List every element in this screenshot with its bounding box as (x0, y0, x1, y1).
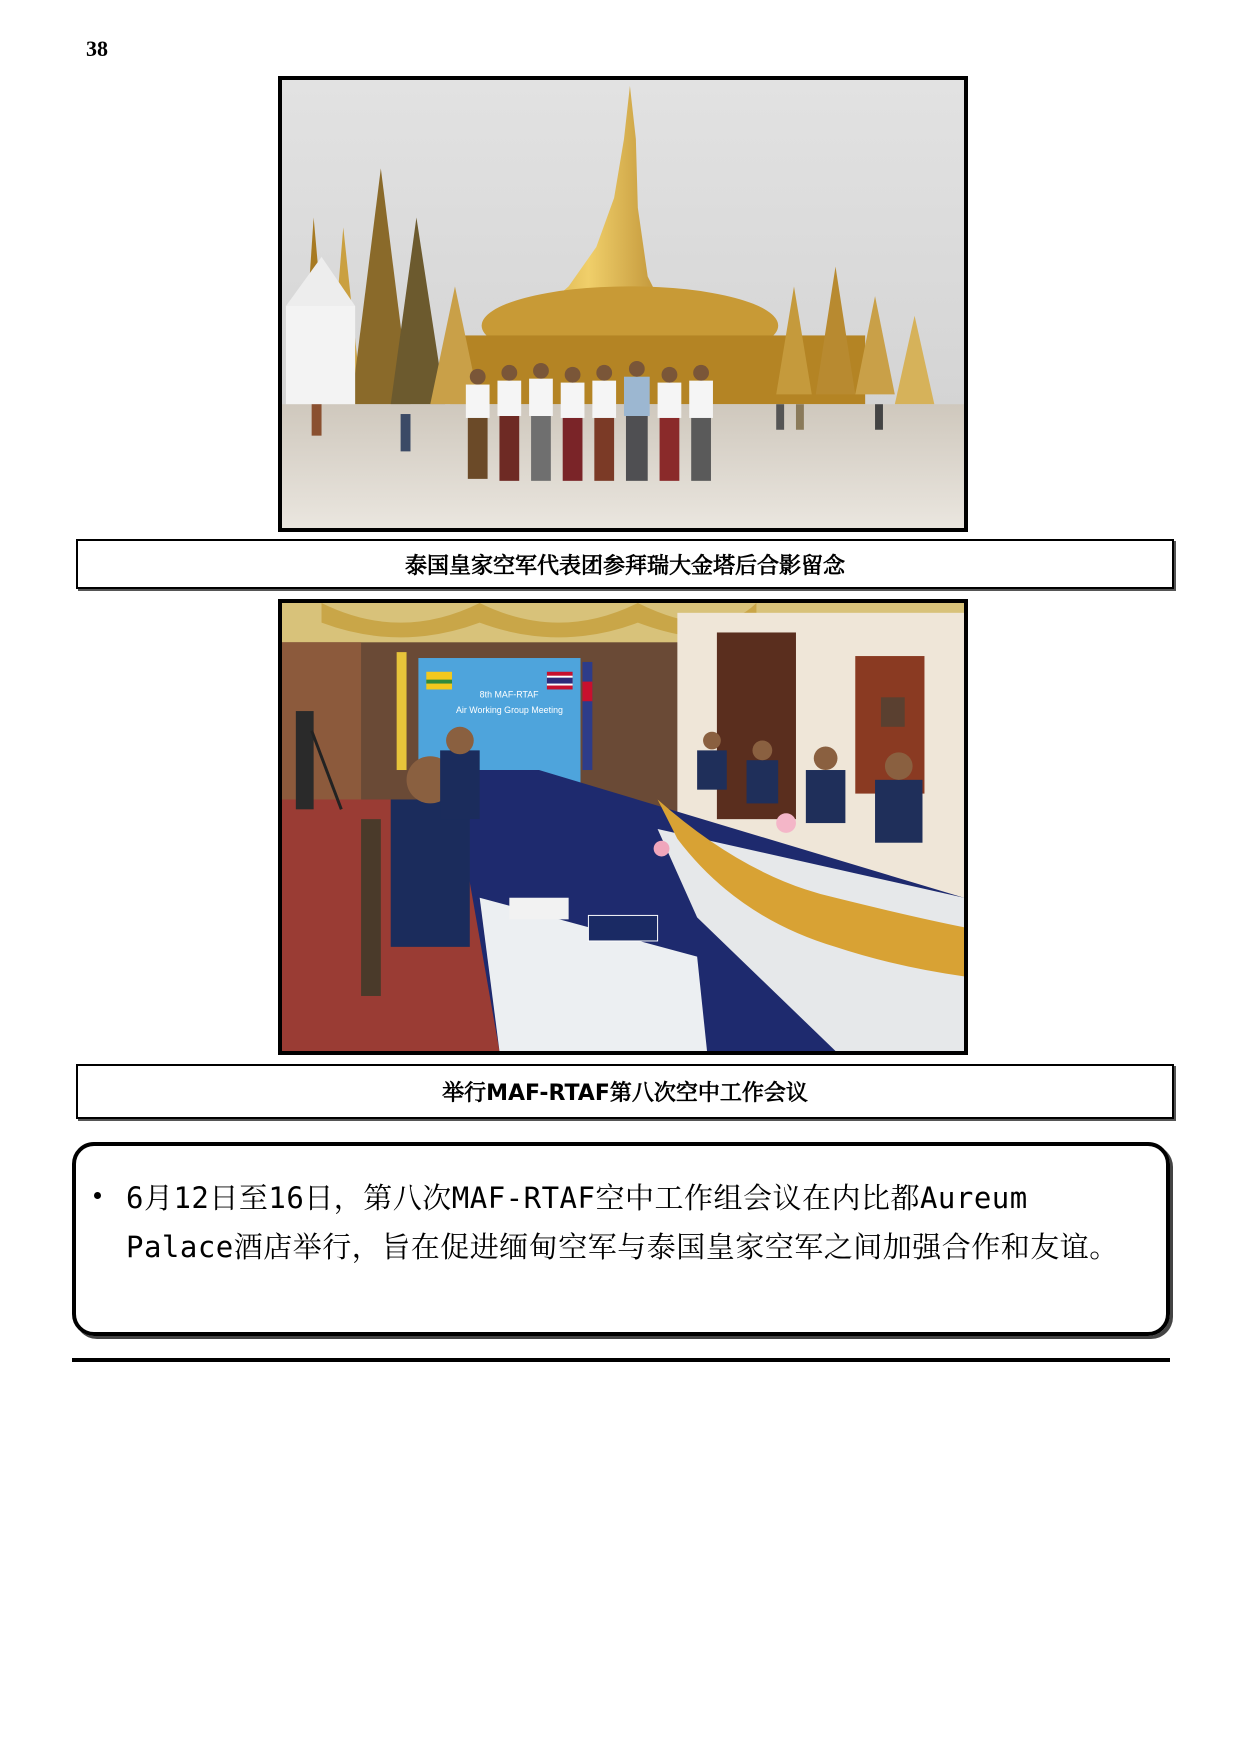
screen-subtitle: Air Working Group Meeting (455, 705, 563, 716)
photo-shwedagon-pagoda (278, 76, 968, 532)
screen-title: 8th MAF-RTAF (479, 689, 539, 700)
summary-bullet-text: 6月12日至16日，第八次MAF-RTAF空中工作组会议在内比都Aureum Palace酒店举行，旨在促进缅甸空军与泰国皇家空军之间加强合作和友谊。 (126, 1181, 1119, 1264)
photo-caption-meeting: 举行MAF-RTAF第八次空中工作会议 (76, 1064, 1174, 1119)
page-number: 38 (86, 36, 108, 61)
summary-box (72, 1142, 1170, 1336)
horizontal-divider (72, 1358, 1170, 1362)
photo-meeting-room (278, 599, 968, 1055)
bullet-icon (94, 1192, 101, 1199)
photo-caption-shwedagon: 泰国皇家空军代表团参拜瑞大金塔后合影留念 (76, 539, 1174, 589)
